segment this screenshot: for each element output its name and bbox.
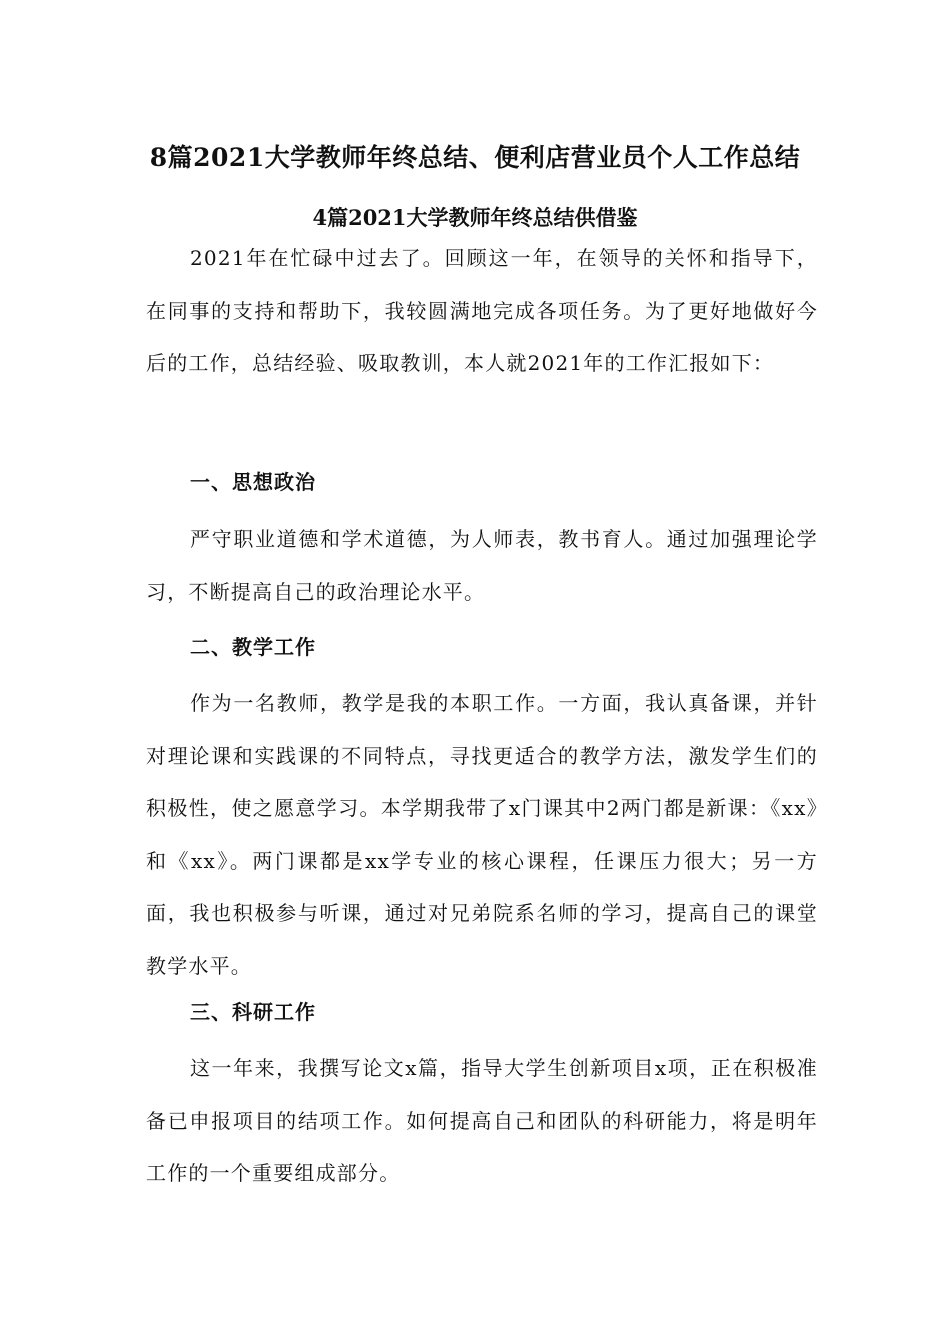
intro-paragraph: 2021年在忙碌中过去了。回顾这一年，在领导的关怀和指导下，在同事的支持和帮助下，我较圆满地完成各项任务。为了更好地做好今后的工作，总结经验、吸取教训，本人就2021年的工作汇报如下： <box>146 246 818 375</box>
section-body-research: 这一年来，我撰写论文x篇，指导大学生创新项目x项，正在积极准备已申报项目的结项工作。如何提高自己和团队的科研能力，将是明年工作的一个重要组成部分。 <box>146 1056 818 1185</box>
section-heading-teaching: 二、教学工作 <box>190 635 316 659</box>
section-body-politics: 严守职业道德和学术道德，为人师表，教书育人。通过加强理论学习，不断提高自己的政治理论水平。 <box>146 527 818 604</box>
section-heading-politics: 一、思想政治 <box>190 470 316 494</box>
document-title: 8篇2021大学教师年终总结、便利店营业员个人工作总结 <box>149 143 801 172</box>
section-body-teaching: 作为一名教师，教学是我的本职工作。一方面，我认真备课，并针对理论课和实践课的不同特点，寻找更适合的教学方法，激发学生们的积极性，使之愿意学习。本学期我带了x门课其中2两门都是新课：《xx》和《xx》。两门课都是xx学专业的核心课程，任课压力很大；另一方面，我也积极参与听课，通过对兄弟院系名师的学习，提高自己的课堂教学水平。 <box>146 691 818 978</box>
section-heading-research: 三、科研工作 <box>190 1000 316 1024</box>
document-subtitle: 4篇2021大学教师年终总结供借鉴 <box>312 205 638 230</box>
